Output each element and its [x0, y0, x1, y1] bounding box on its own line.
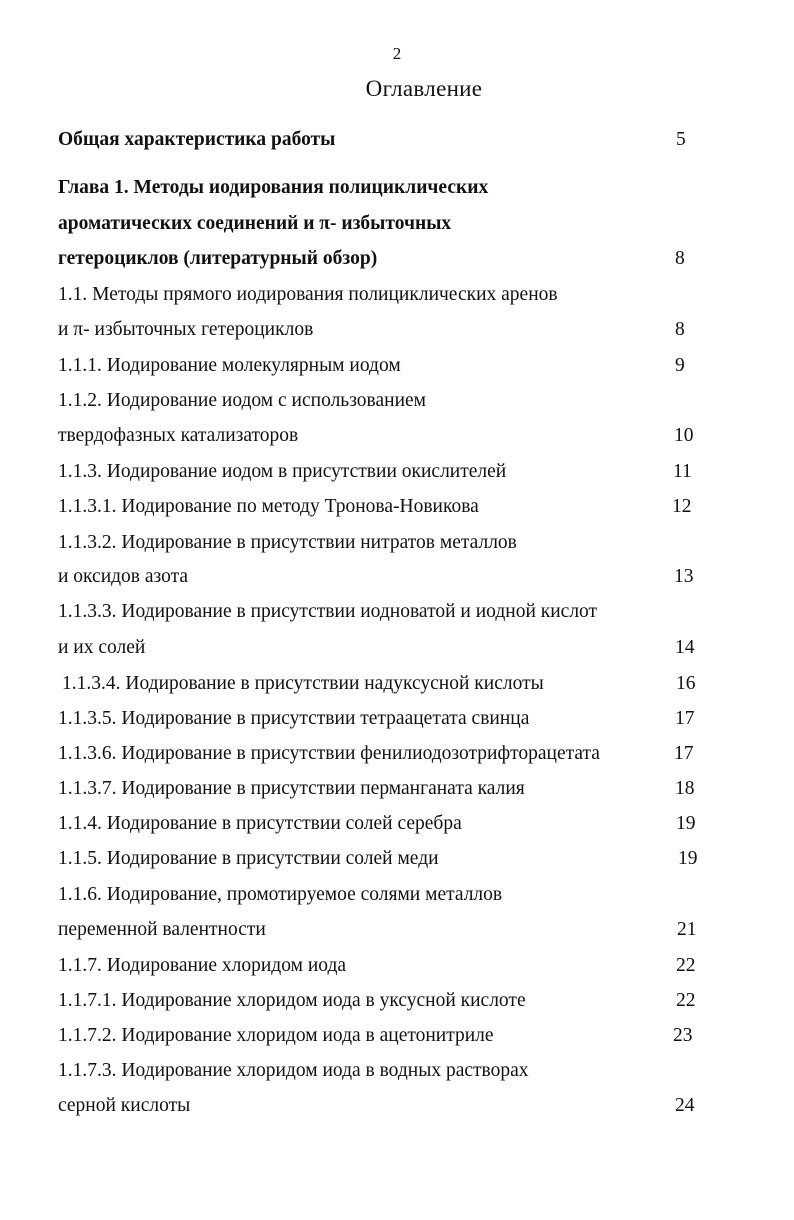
- toc-entry-text: Глава 1. Методы иодирования полициклических: [58, 177, 489, 198]
- toc-entry-text: 1.1. Методы прямого иодирования полициклических аренов: [58, 284, 558, 305]
- toc-entry-text: 1.1.7.3. Иодирование хлоридом иода в водных растворах: [58, 1060, 529, 1081]
- page-title: Оглавление: [365, 76, 483, 101]
- toc-entry-text: и π- избыточных гетероциклов: [58, 319, 314, 340]
- toc-entry-text: твердофазных катализаторов: [58, 425, 299, 446]
- toc-entry-page: 17: [674, 743, 694, 764]
- toc-entry-text: и их солей: [58, 637, 146, 658]
- toc-entry-text: 1.1.3.6. Иодирование в присутствии фенилиодозотрифторацетата: [58, 743, 600, 764]
- toc-entry-page: 13: [674, 566, 694, 587]
- toc-entry-page: 23: [673, 1025, 693, 1046]
- toc-entry-page: 22: [676, 990, 696, 1011]
- toc-entry-text: 1.1.4. Иодирование в присутствии солей серебра: [58, 813, 462, 834]
- toc-entry-text: 1.1.1. Иодирование молекулярным иодом: [58, 355, 401, 376]
- toc-entry-page: 14: [675, 637, 695, 658]
- toc-entry-page: 9: [675, 355, 685, 376]
- toc-entry-text: серной кислоты: [58, 1095, 191, 1116]
- toc-entry-text: ароматических соединений и π- избыточных: [58, 213, 452, 234]
- toc-entry-page: 18: [675, 778, 695, 799]
- page-number: 2: [392, 44, 402, 63]
- toc-entry-text: 1.1.3.3. Иодирование в присутствии иодноватой и иодной кислот: [58, 601, 598, 622]
- toc-entry-text: 1.1.3.2. Иодирование в присутствии нитратов металлов: [58, 532, 517, 553]
- toc-entry-page: 5: [676, 129, 686, 150]
- toc-entry-page: 8: [675, 319, 685, 340]
- toc-entry-page: 21: [677, 919, 697, 940]
- toc-entry-page: 19: [676, 813, 696, 834]
- toc-entry-text: 1.1.6. Иодирование, промотируемое солями металлов: [58, 884, 503, 905]
- toc-entry-page: 24: [675, 1095, 695, 1116]
- toc-entry-page: 8: [675, 248, 685, 269]
- toc-entry-page: 22: [676, 955, 696, 976]
- toc-entry-text: 1.1.3.4. Иодирование в присутствии надуксусной кислоты: [62, 673, 544, 694]
- toc-entry-text: 1.1.3.7. Иодирование в присутствии перманганата калия: [58, 778, 525, 799]
- toc-entry-text: 1.1.7.1. Иодирование хлоридом иода в уксусной кислоте: [58, 990, 526, 1011]
- toc-entry-text: 1.1.7. Иодирование хлоридом иода: [58, 955, 347, 976]
- toc-entry-text: и оксидов азота: [58, 566, 189, 587]
- toc-entry-text: 1.1.3.1. Иодирование по методу Тронова-Новикова: [58, 496, 479, 517]
- toc-entry-text: гетероциклов (литературный обзор): [58, 248, 378, 269]
- toc-entry-page: 16: [676, 673, 696, 694]
- toc-entry-text: Общая характеристика работы: [58, 129, 336, 150]
- toc-entry-page: 17: [675, 708, 695, 729]
- toc-entry-text: 1.1.5. Иодирование в присутствии солей меди: [58, 848, 439, 869]
- toc-entry-page: 11: [673, 461, 692, 482]
- toc-entry-page: 12: [672, 496, 692, 517]
- toc-entry-text: переменной валентности: [58, 919, 266, 940]
- toc-entry-text: 1.1.3. Иодирование иодом в присутствии окислителей: [58, 461, 507, 482]
- toc-entry-text: 1.1.2. Иодирование иодом с использованием: [58, 390, 427, 411]
- toc-entry-text: 1.1.3.5. Иодирование в присутствии тетраацетата свинца: [58, 708, 530, 729]
- toc-entry-page: 19: [678, 848, 698, 869]
- toc-entry-text: 1.1.7.2. Иодирование хлоридом иода в ацетонитриле: [58, 1025, 494, 1046]
- toc-entry-page: 10: [674, 425, 694, 446]
